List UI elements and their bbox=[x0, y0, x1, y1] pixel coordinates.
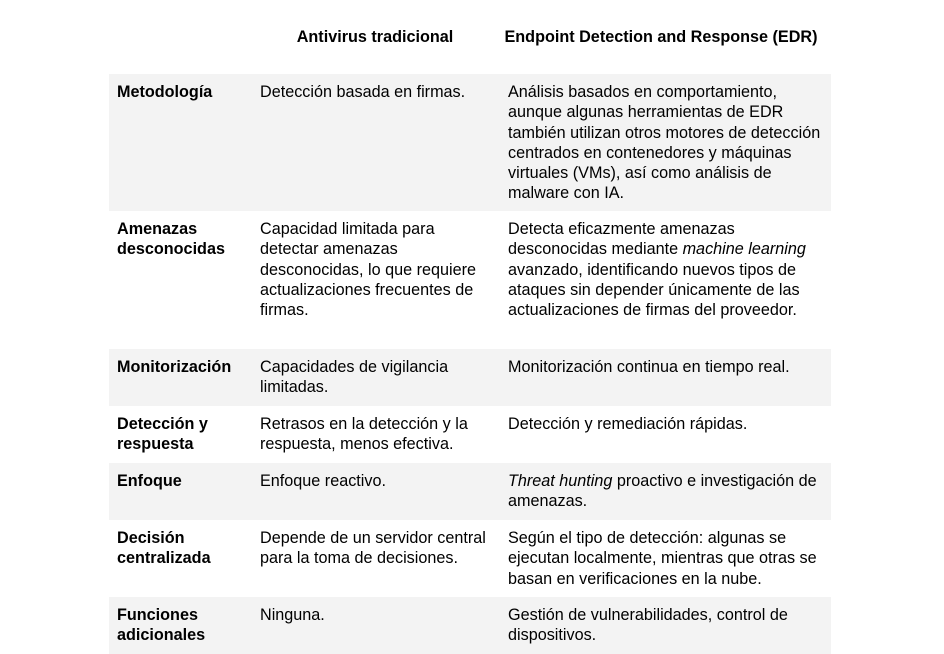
antivirus-cell: Detección basada en firmas. bbox=[260, 83, 466, 101]
table-row bbox=[109, 406, 831, 463]
edr-cell: Análisis basados en comportamiento, aunque algunas herramientas de EDR también utilizan otros motores de detección centrados en contenedores y máquinas virtuales (VMs), así como análisis de malware con IA. bbox=[508, 83, 821, 203]
row-label: Amenazas desconocidas bbox=[117, 220, 225, 259]
table-row bbox=[109, 74, 831, 211]
edr-cell bbox=[499, 219, 831, 349]
row-label: Detección y respuesta bbox=[117, 415, 208, 454]
antivirus-cell: Enfoque reactivo. bbox=[260, 472, 386, 490]
edr-cell: Monitorización continua en tiempo real. bbox=[508, 358, 790, 376]
table-row bbox=[109, 211, 831, 349]
row-label: Enfoque bbox=[117, 472, 182, 490]
table-row bbox=[109, 463, 831, 520]
row-label: Monitorización bbox=[117, 358, 232, 376]
comparison-table bbox=[109, 18, 831, 654]
table-row bbox=[109, 349, 831, 406]
row-label: Metodología bbox=[117, 83, 213, 101]
antivirus-cell: Capacidad limitada para detectar amenazas desconocidas, lo que requiere actualizaciones frecuentes de firmas. bbox=[260, 220, 476, 320]
edr-italic-term: Threat hunting bbox=[508, 472, 613, 490]
antivirus-cell: Retrasos en la detección y la respuesta, menos efectiva. bbox=[260, 415, 468, 454]
edr-text: proactivo e investigación de amenazas. bbox=[508, 472, 817, 511]
row-label: Decisión centralizada bbox=[117, 529, 211, 568]
header-antivirus: Antivirus tradicional bbox=[296, 28, 454, 46]
header-edr: Endpoint Detection and Response (EDR) bbox=[504, 28, 818, 46]
edr-cell bbox=[499, 471, 831, 520]
edr-cell: Según el tipo de detección: algunas se ejecutan localmente, mientras que otras se basan en verificaciones en la nube. bbox=[508, 529, 817, 588]
table-row bbox=[109, 520, 831, 597]
antivirus-cell: Depende de un servidor central para la toma de decisiones. bbox=[260, 529, 486, 568]
edr-cell: Gestión de vulnerabilidades, control de dispositivos. bbox=[508, 606, 788, 645]
antivirus-cell: Ninguna. bbox=[260, 606, 325, 624]
edr-text: Detecta eficazmente amenazas desconocidas mediante bbox=[508, 220, 735, 259]
antivirus-cell: Capacidades de vigilancia limitadas. bbox=[260, 358, 449, 397]
row-label: Funciones adicionales bbox=[117, 606, 206, 645]
edr-text: avanzado, identificando nuevos tipos de ataques sin depender únicamente de las actualizaciones de firmas del proveedor. bbox=[508, 260, 800, 320]
header-empty-cell bbox=[109, 18, 251, 74]
table-row bbox=[109, 597, 831, 654]
edr-cell: Detección y remediación rápidas. bbox=[508, 415, 748, 433]
table-header bbox=[109, 18, 831, 74]
edr-italic-term: machine learning bbox=[682, 240, 806, 259]
